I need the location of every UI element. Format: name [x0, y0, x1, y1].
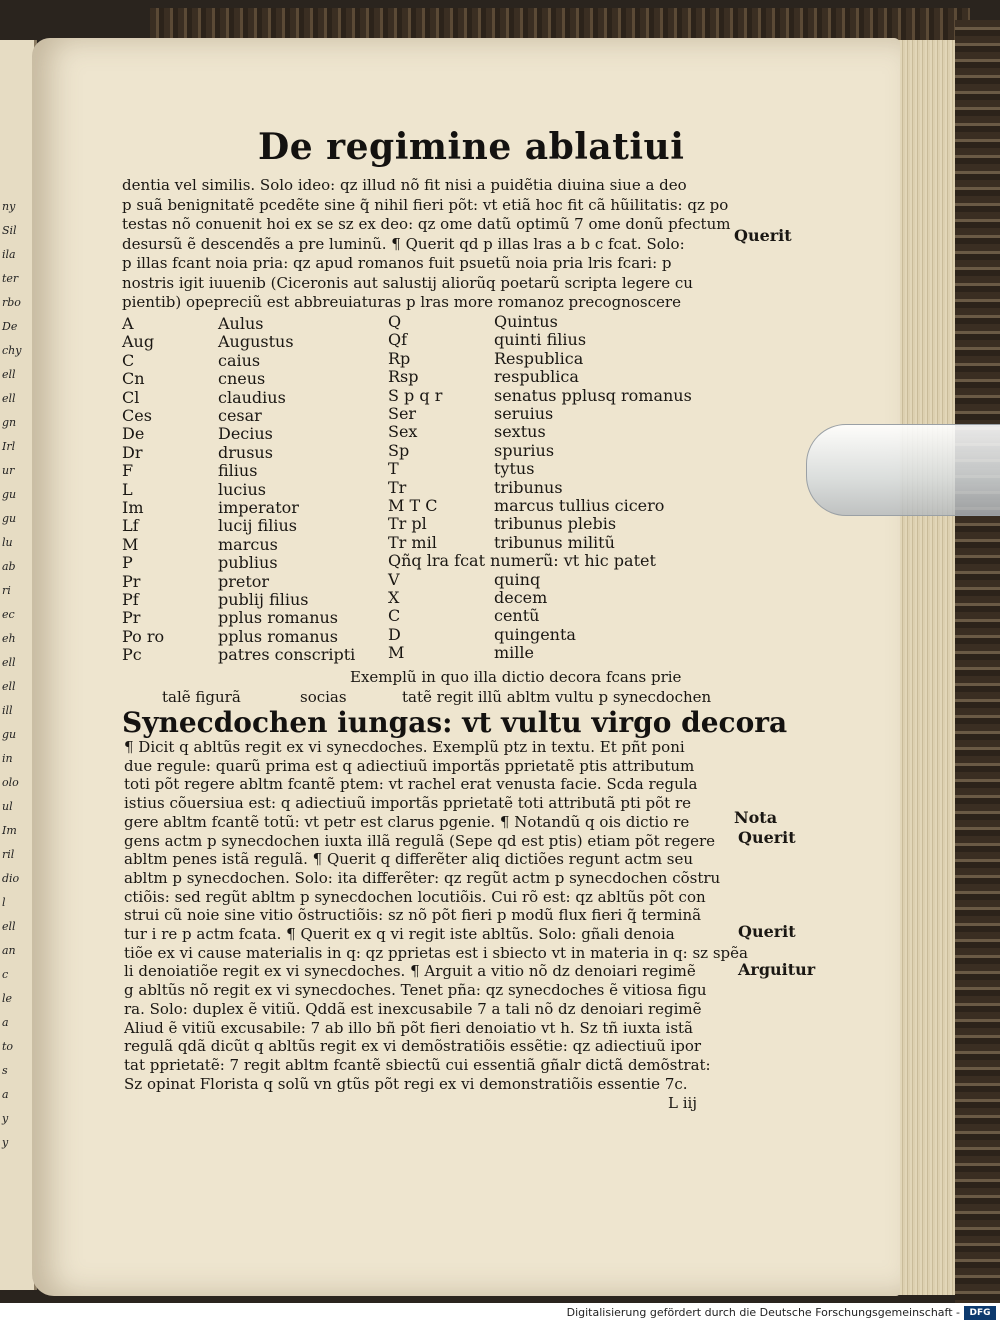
left-page-fragment: a — [2, 1016, 9, 1029]
abbr-left-short: Aug — [122, 332, 155, 352]
abbr-left-full: publius — [218, 553, 278, 573]
abbr-left-short: Pf — [122, 590, 139, 609]
abbr-left-full: Decius — [218, 424, 273, 444]
abbr-right-short: Sp — [388, 440, 410, 460]
left-page-fragment: ell — [2, 392, 16, 405]
abbr-left-full: lucius — [218, 479, 267, 499]
body-line: ra. Solo: duplex ẽ vitiũ. Qddã est inexcusabile 7 a tali nõ dz denoiari regimẽ — [124, 999, 702, 1018]
left-page-fragment: y — [2, 1136, 9, 1149]
body-line: li denoiatiõe regit ex vi synecdoches. ¶ Arguit a vitio nõ dz denoiari regimẽ — [124, 962, 696, 981]
abbr-right-short: Qf — [388, 330, 408, 350]
abbr-left-full: publij filius — [218, 590, 309, 609]
body-line: p illas fcant noia pria: qz apud romanos fuit psuetũ noia pria lris fcari: p — [122, 254, 672, 272]
body-line: gens actm p synecdochen iuxta illã regulã (Sepe qd est ptis) etiam põt regere — [124, 831, 716, 850]
abbr-left-short: Cl — [122, 387, 140, 407]
abbr-left-short: F — [122, 461, 134, 481]
left-page-fragment: gn — [2, 416, 17, 429]
left-page-fragment: ell — [2, 368, 16, 381]
abbr-left-full: cneus — [218, 369, 266, 389]
abbr-left-short: A — [122, 314, 134, 333]
abbr-right-short: Tr pl — [388, 514, 427, 534]
left-page-fragment: Im — [2, 824, 17, 837]
body-line: toti põt regere abltm fcantẽ ptem: vt rachel erat venusta facie. Scda regula — [124, 775, 698, 794]
left-page-fragment: ell — [2, 680, 16, 693]
abbr-left-full: lucij filius — [218, 516, 297, 536]
abbr-right-full: tytus — [494, 459, 535, 479]
left-page-fragment: ter — [2, 272, 19, 285]
abbr-left-full: Augustus — [218, 332, 294, 352]
margin-note-nota: Nota — [734, 808, 778, 827]
abbr-right-full: mille — [494, 643, 534, 663]
abbr-right-short: V — [388, 569, 400, 589]
abbr-right-short: Qñq lra fcat numerũ: vt hic patet — [388, 551, 656, 571]
left-page-fragment: le — [2, 992, 13, 1005]
abbr-right-full: quingenta — [494, 624, 576, 644]
abbr-right-short: Sex — [388, 422, 418, 442]
abbr-right-full: senatus pplusq romanus — [494, 385, 692, 405]
abbr-left-full: Aulus — [218, 314, 264, 333]
abbr-left-full: caius — [218, 350, 261, 370]
left-page-fragment: chy — [2, 344, 22, 357]
abbr-right-full: respublica — [494, 367, 579, 387]
abbr-right-full: centũ — [494, 606, 540, 626]
abbr-left-short: C — [122, 350, 135, 370]
abbr-right-short: Rsp — [388, 367, 419, 387]
page-holder-clip — [806, 424, 1000, 516]
left-page-fragment: ur — [2, 464, 15, 477]
abbr-right-full: sextus — [494, 422, 546, 442]
body-line: strui cũ noie sine vitio õstructiõis: sz nõ põt fieri p modũ flux fieri q̃ terminã — [124, 906, 702, 925]
signature-mark: L iij — [668, 1094, 697, 1112]
abbr-left-full: pplus romanus — [218, 626, 339, 646]
left-page-fragment: c — [2, 968, 9, 981]
abbr-right-full: seruius — [494, 404, 554, 423]
left-page-fragment: ell — [2, 656, 16, 669]
left-page-fragment: ila — [2, 248, 16, 261]
verse-line: Synecdochen iungas: vt vultu virgo decora — [122, 706, 788, 739]
margin-note-querit-1: Querit — [734, 226, 792, 245]
left-page-fragment: a — [2, 1088, 9, 1101]
abbr-left-full: marcus — [218, 534, 278, 554]
body-line: p suã benignitatẽ pcedẽte sine q̃ nihil fieri põt: vt etiã hoc fit cã hũilitatis: qz po — [122, 195, 729, 214]
body-line: gere abltm fcantẽ totũ: vt petr est clarus pgenie. ¶ Notandũ q ois dictio re — [124, 812, 690, 831]
abbr-left-short: Po ro — [122, 626, 165, 646]
body-line: dentia vel similis. Solo ideo: qz illud nõ fit nisi a puidẽtia diuina siue a deo — [122, 176, 687, 194]
abbr-left-full: cesar — [218, 406, 262, 425]
left-page-fragment: eh — [2, 632, 16, 645]
left-page-fragment: l — [2, 896, 6, 909]
footer-credit: Digitalisierung gefördert durch die Deutsche Forschungsgemeinschaft - — [566, 1306, 960, 1319]
left-page-fragment: ell — [2, 920, 16, 933]
body-line: tiõe ex vi cause materialis in q: qz pprietas est i sbiecto vt in materia in q: sz spẽa — [124, 943, 748, 962]
abbr-right-full: decem — [494, 588, 548, 607]
left-page-fragment: rbo — [2, 296, 21, 309]
abbr-right-short: M — [388, 643, 405, 663]
abbr-right-short: S p q r — [388, 385, 443, 405]
body-line: ¶ Dicit q abltũs regit ex vi synecdoches. Exemplũ ptz in textu. Et pñt poni — [124, 738, 685, 756]
body-line: due regule: quarũ prima est q adiectiuũ importãs pprietatẽ ptis attributum — [124, 756, 695, 775]
dfg-logo: DFG — [964, 1306, 996, 1320]
abbr-right-short: Tr — [388, 477, 407, 497]
abbr-left-short: P — [122, 553, 133, 573]
body-line: tur i re p actm fcata. ¶ Querit ex q vi regit iste abltũs. Solo: gñali denoia — [124, 925, 675, 943]
abbr-right-short: Ser — [388, 404, 417, 423]
left-page-fragment: in — [2, 752, 13, 765]
example-line-2c: tatẽ regit illũ abltm vultu p synecdochen — [402, 688, 712, 706]
abbr-left-short: Pr — [122, 571, 141, 591]
body-line: nostris igit iuuenib (Ciceronis aut salustij aliorũq poetarũ scripta legere cu — [122, 273, 693, 292]
left-page-fragment: De — [2, 320, 18, 333]
left-page-fragment: ril — [2, 848, 15, 861]
abbr-right-short: X — [388, 588, 400, 607]
abbr-left-short: L — [122, 479, 133, 499]
example-line-1: Exemplũ in quo illa dictio decora fcans prie — [350, 668, 682, 686]
abbr-right-full: tribunus — [494, 477, 563, 497]
body-line: Aliud ẽ vitiũ excusabile: 7 ab illo bñ põt fieri denoiatio vt h. Sz tñ iuxta istã — [124, 1018, 693, 1037]
body-line: ctiõis: sed regũt abltm p synecdochen locutiõis. Cui rõ est: qz abltũs põt con — [124, 887, 706, 906]
body-line: istius cõuersiua est: q adiectiuũ importãs pprietatẽ toti attributã pti põt re — [124, 794, 692, 813]
abbr-left-short: Lf — [122, 516, 139, 536]
left-page-fragment: olo — [2, 776, 19, 789]
abbr-right-full: quinq — [494, 569, 541, 589]
abbr-right-short: Q — [388, 312, 402, 331]
left-page-fragment: ny — [2, 200, 16, 213]
left-page-fragment: an — [2, 944, 16, 957]
margin-note-querit-3: Querit — [738, 922, 796, 941]
abbr-left-full: claudius — [218, 387, 286, 407]
abbr-right-short: Tr mil — [388, 532, 437, 552]
body-line: testas nõ conuenit hoi ex se sz ex deo: qz ome datũ optimũ 7 ome donũ pfectum — [122, 215, 731, 233]
left-page-fragment: ul — [2, 800, 13, 813]
left-page-fragment: ill — [2, 704, 13, 717]
abbr-left-short: Im — [122, 498, 144, 517]
left-page-fragment: Irl — [2, 440, 16, 453]
body-line: Sz opinat Florista q solũ vn gtũs põt regi ex vi demonstratiõis essentie 7c. — [124, 1074, 688, 1093]
left-page-fragment: dio — [2, 872, 20, 885]
footer — [0, 1303, 1000, 1323]
abbr-left-short: Pc — [122, 645, 142, 665]
abbr-left-short: Dr — [122, 442, 143, 462]
body-line: regulã qdã dicũt q abltũs regit ex vi demõstratiõis essẽtie: qz adiectiuũ ipor — [124, 1037, 702, 1056]
abbr-right-full: spurius — [494, 440, 555, 460]
body-line: abltm p synecdochen. Solo: ita differẽter: qz regũt actm p synecdochen cõstru — [124, 868, 721, 887]
body-line: pientib) opepreciũ est abbreuiaturas p lras more romanoz precognoscere — [122, 293, 681, 311]
example-line-2a: talẽ figurã — [162, 688, 241, 706]
left-page-fragment: to — [2, 1040, 14, 1053]
abbr-left-full: patres conscripti — [218, 645, 356, 665]
body-line: g abltũs nõ regit ex vi synecdoches. Tenet pña: qz synecdoches ẽ vitiosa figu — [124, 981, 707, 1000]
abbr-left-full: pplus romanus — [218, 608, 339, 628]
abbr-left-short: De — [122, 424, 145, 444]
abbr-right-short: D — [388, 624, 401, 644]
left-page-fragment: gu — [2, 728, 17, 741]
abbr-left-full: filius — [218, 461, 258, 481]
margin-note-arguitur: Arguitur — [738, 960, 816, 979]
left-page-fragment: y — [2, 1112, 9, 1125]
abbr-left-short: Pr — [122, 608, 141, 628]
abbr-right-short: T — [388, 459, 399, 479]
abbr-left-short: Ces — [122, 406, 152, 425]
left-page-fragment: ab — [2, 560, 16, 573]
abbr-left-full: imperator — [218, 498, 299, 517]
abbr-right-full: Quintus — [494, 312, 558, 331]
example-line-2b: socias — [300, 688, 347, 706]
left-page-fragment: gu — [2, 488, 17, 501]
abbr-right-short: C — [388, 606, 401, 626]
margin-note-querit-2: Querit — [738, 828, 796, 847]
left-page-fragment: s — [2, 1064, 8, 1077]
abbr-left-full: pretor — [218, 571, 270, 591]
abbr-right-short: Rp — [388, 348, 411, 368]
left-page-fragment: gu — [2, 512, 17, 525]
page-heading: De regimine ablatiui — [258, 126, 685, 168]
abbr-left-full: drusus — [218, 442, 273, 462]
abbr-right-full: marcus tullius cicero — [494, 496, 665, 515]
abbr-right-full: quinti filius — [494, 330, 587, 350]
abbr-right-full: Respublica — [494, 348, 584, 368]
abbr-left-short: M — [122, 534, 139, 554]
left-page-fragment: Sil — [2, 224, 17, 237]
abbr-left-short: Cn — [122, 369, 145, 389]
body-line: desursũ ẽ descendẽs a pre luminũ. ¶ Querit qd p illas lras a b c fcat. Solo: — [122, 234, 685, 253]
book-cover-right — [955, 20, 1000, 1303]
left-page-fragment: ec — [2, 608, 15, 621]
body-line: abltm penes istã regulã. ¶ Querit q differẽter aliq dictiões regunt actm seu — [124, 850, 694, 869]
abbr-right-short: M T C — [388, 496, 438, 515]
abbr-right-full: tribunus plebis — [494, 514, 617, 534]
body-line: tat pprietatẽ: 7 regit abltm fcantẽ sbiectũ cui essentiã gñalr dictã demõstrat: — [124, 1055, 711, 1074]
abbr-right-full: tribunus militũ — [494, 532, 615, 552]
left-page-fragment: lu — [2, 536, 13, 549]
left-page-fragment: ri — [2, 584, 11, 597]
